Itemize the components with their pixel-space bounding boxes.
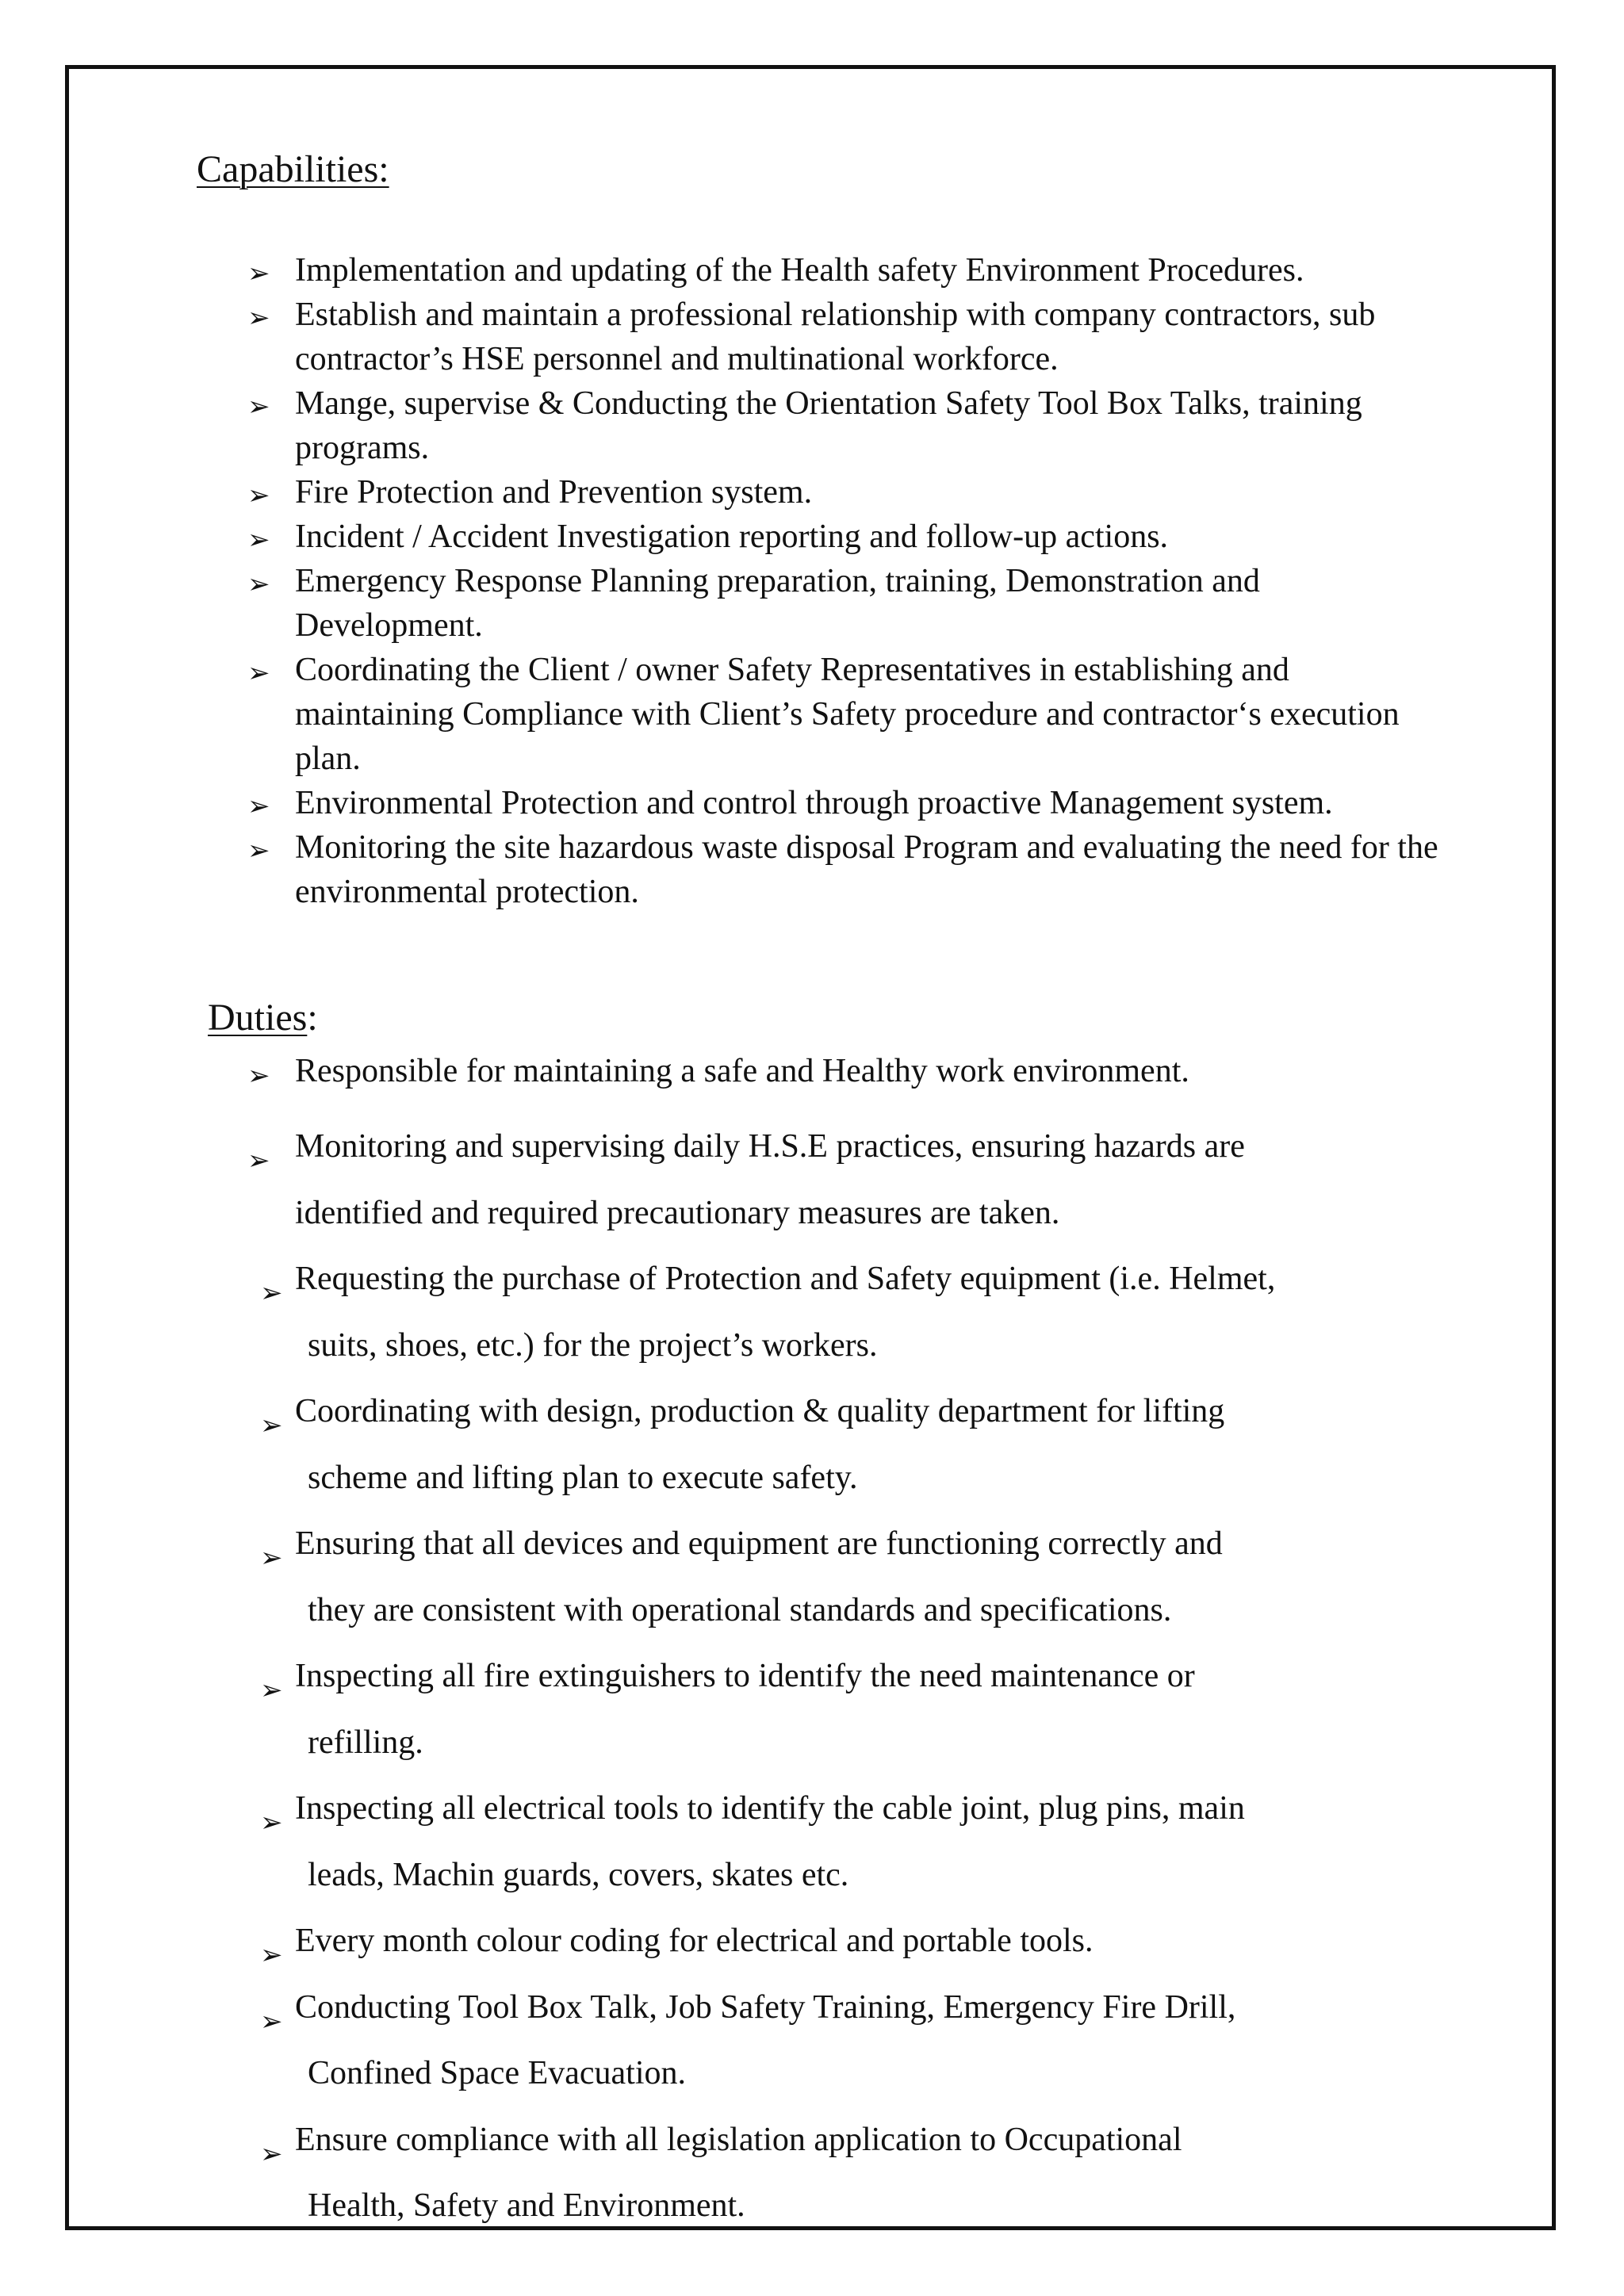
- arrow-bullet-icon: ➢: [247, 790, 270, 822]
- list-item: ➢ Coordinating with design, production & quality department for lifting scheme and lifting plan to execute safety.: [260, 1393, 1225, 1496]
- arrow-bullet-icon: ➢: [247, 657, 270, 689]
- list-item: ➢ Ensuring that all devices and equipment are functioning correctly and they are consistent with operational standards and specifications.: [260, 1525, 1223, 1628]
- list-item: ➢ Ensure compliance with all legislation application to Occupational Health, Safety and Environment.: [260, 2121, 1182, 2224]
- list-item: ➢ Emergency Response Planning preparation, training, Demonstration and Development.: [247, 563, 1260, 644]
- arrow-bullet-icon: ➢: [247, 524, 270, 556]
- arrow-bullet-icon: ➢: [260, 1542, 283, 1574]
- list-item: ➢ Fire Protection and Prevention system.: [295, 470, 1445, 515]
- list-item: ➢ Mange, supervise & Conducting the Orientation Safety Tool Box Talks, training programs.: [247, 385, 1362, 466]
- list-item: ➢ Incident / Accident Investigation reporting and follow-up actions.: [295, 515, 1445, 559]
- arrow-bullet-icon: ➢: [247, 258, 270, 289]
- arrow-bullet-icon: ➢: [260, 1410, 283, 1441]
- list-item: ➢ Implementation and updating of the Health safety Environment Procedures.: [295, 248, 1445, 293]
- arrow-bullet-icon: ➢: [247, 568, 270, 600]
- arrow-bullet-icon: ➢: [247, 302, 270, 334]
- arrow-bullet-icon: ➢: [247, 391, 270, 423]
- list-item: ➢ Inspecting all electrical tools to identify the cable joint, plug pins, main leads, Machin guards, covers, skates etc.: [260, 1790, 1245, 1893]
- arrow-bullet-icon: ➢: [260, 1939, 283, 1971]
- list-item: ➢ Environmental Protection and control through proactive Management system.: [295, 781, 1445, 825]
- list-item: ➢ Inspecting all fire extinguishers to identify the need maintenance or refilling.: [260, 1658, 1195, 1761]
- arrow-bullet-icon: ➢: [247, 1145, 270, 1177]
- arrow-bullet-icon: ➢: [260, 1807, 283, 1839]
- list-item: ➢ Monitoring the site hazardous waste disposal Program and evaluating the need for the environmental protection.: [247, 829, 1438, 910]
- arrow-bullet-icon: ➢: [247, 835, 270, 867]
- arrow-bullet-icon: ➢: [260, 1277, 283, 1309]
- list-item: ➢ Responsible for maintaining a safe and Healthy work environment.: [295, 1047, 1431, 1095]
- list-item: ➢ Monitoring and supervising daily H.S.E practices, ensuring hazards are identified and required precautionary measures are taken.: [247, 1128, 1245, 1231]
- arrow-bullet-icon: ➢: [247, 480, 270, 511]
- list-item: ➢ Requesting the purchase of Protection and Safety equipment (i.e. Helmet, suits, shoes, etc.) for the project’s workers.: [260, 1261, 1276, 1364]
- list-item: ➢ Coordinating the Client / owner Safety Representatives in establishing and maintaining Compliance with Client’s Safety procedure and contractor‘s execution plan.: [247, 652, 1400, 777]
- capabilities-list: [247, 248, 1445, 914]
- capabilities-heading: Capabilities:: [197, 148, 389, 190]
- duties-heading: Duties:: [208, 997, 318, 1039]
- arrow-bullet-icon: ➢: [260, 1674, 283, 1706]
- arrow-bullet-icon: ➢: [247, 1060, 270, 1092]
- list-item: ➢ Every month colour coding for electrical and portable tools.: [295, 1908, 1431, 1975]
- arrow-bullet-icon: ➢: [260, 2137, 283, 2170]
- arrow-bullet-icon: ➢: [260, 2005, 283, 2038]
- list-item: ➢ Conducting Tool Box Talk, Job Safety Training, Emergency Fire Drill, Confined Space Evacuation.: [260, 1988, 1236, 2091]
- duties-list: [247, 1047, 1431, 2240]
- list-item: ➢ Establish and maintain a professional relationship with company contractors, sub contractor’s HSE personnel and multinational workforce.: [247, 297, 1376, 377]
